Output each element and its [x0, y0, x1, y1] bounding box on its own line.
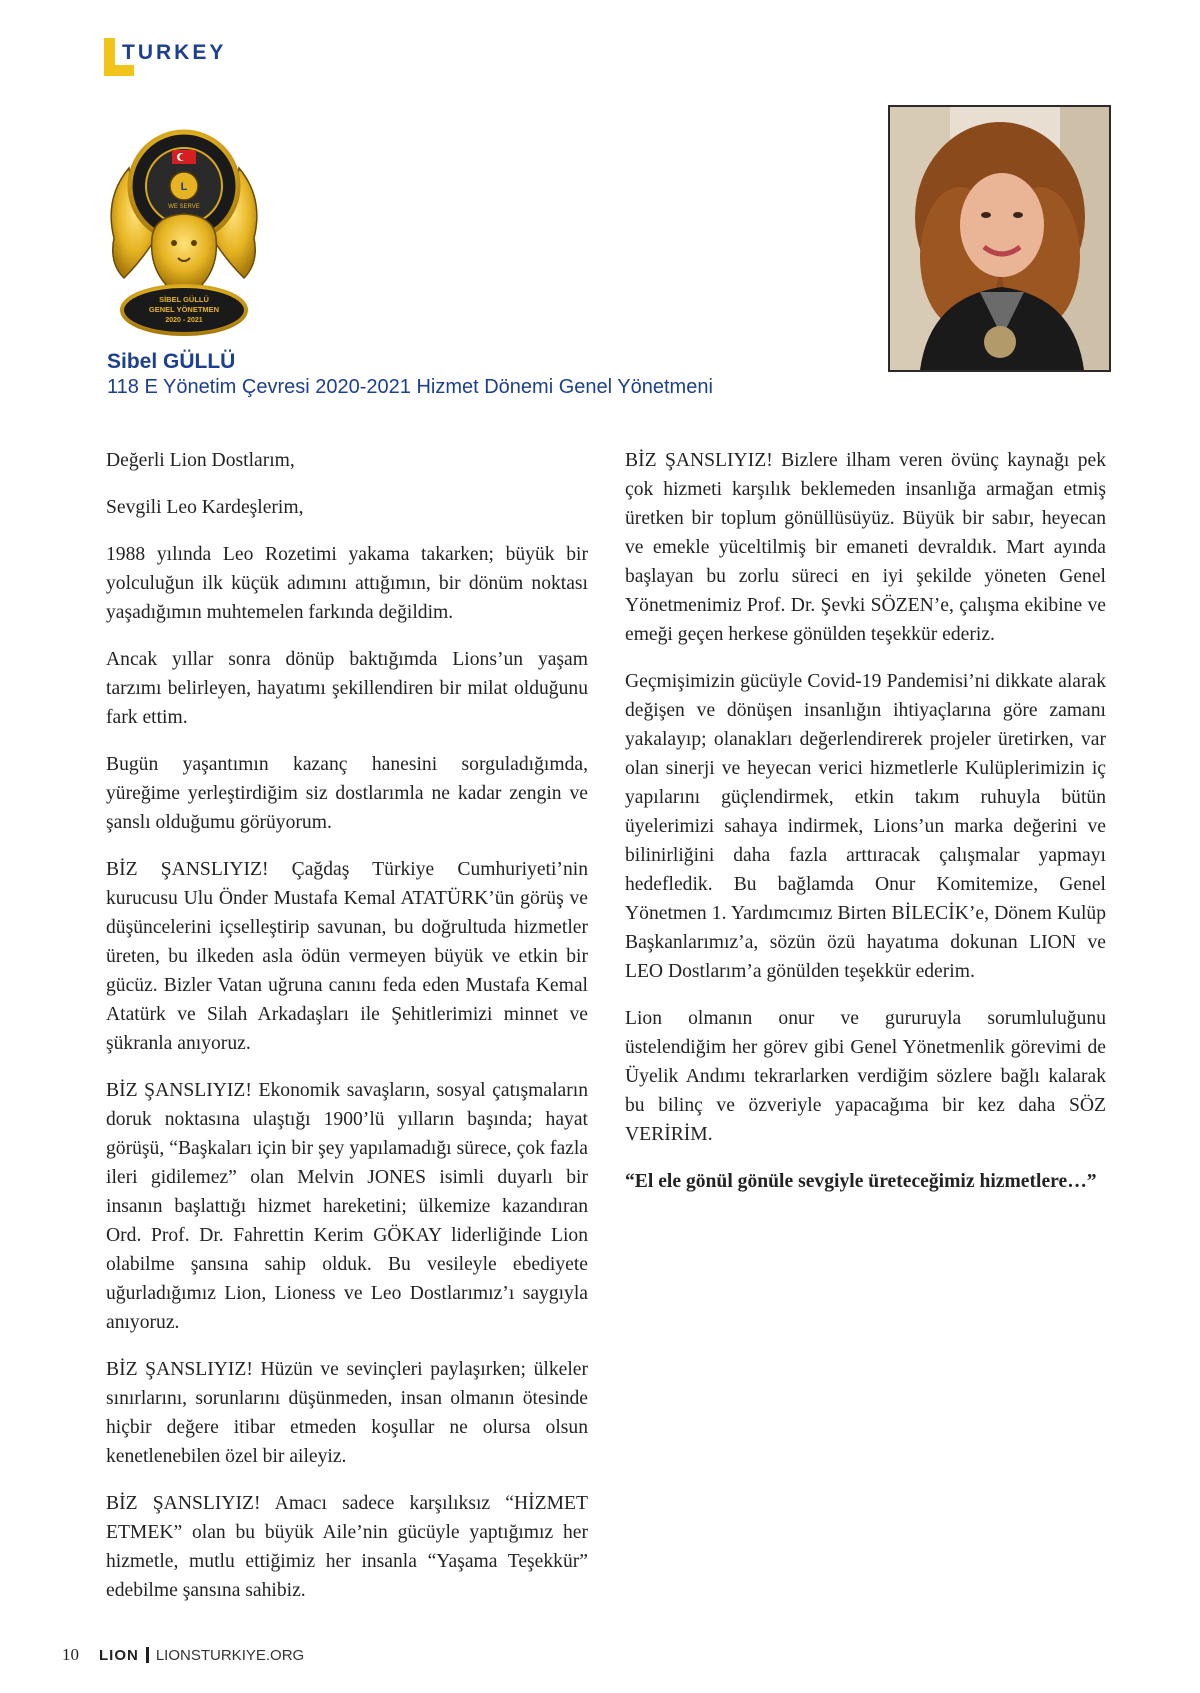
- author-portrait-photo: [888, 105, 1111, 372]
- closing-quote: “El ele gönül gönüle sevgiyle üreteceğimiz hizmetlere…”: [625, 1171, 1097, 1192]
- paragraph: 1988 yılında Leo Rozetimi yakama takarken; büyük bir yolculuğun ilk küçük adımını attığımın, bir dönüm noktası yaşadığımın muhtemelen farkında değildim.: [106, 544, 588, 623]
- author-name: Sibel GÜLLÜ: [107, 350, 236, 373]
- paragraph: Lion olmanın onur ve gururuyla sorumluluğunu üstelendiğim her görev gibi Genel Yönetmenlik görevimi de Üyelik Andımı tekrarlarken verdiğim sözlere bağlı kalarak bu bilinç ve özveriyle yapacağıma bir kez daha SÖZ VERİRİM.: [625, 1008, 1106, 1145]
- paragraph: BİZ ŞANSLIYIZ! Ekonomik savaşların, sosyal çatışmaların doruk noktasına ulaştığı 1900’lü yılların başında; hayat görüşü, “Başkaları için bir şey yapılamadığı sürece, çok fazla ileri gidilemez” olan Melvin JONES isimli duyarlı bir insanın başlattığı hizmet hareketini; ülkemize kazandıran Ord. Prof. Dr. Fahrettin Kerim GÖKAY liderliğinde Lion olabilme şansına sahip olduk. Bu vesileyle ebediyete uğurladığımız Lion, Lioness ve Leo Dostlarımız’ı saygıyla anıyoruz.: [106, 1080, 588, 1333]
- paragraph: BİZ ŞANSLIYIZ! Bizlere ilham veren övünç kaynağı pek çok hizmeti karşılık beklemeden insanlığa armağan etmiş üretken bir toplum gönüllüsüyüz. Büyük bir sabır, heyecan ve emekle yüceltilmiş bir emaneti devraldık. Mart ayında başlayan bu zorlu süreci en iyi şekilde yöneten Genel Yönetmenimiz Prof. Dr. Şevki SÖZEN’e, çalışma ekibine ve emeği geçen herkese gönülden teşekkür ederiz.: [625, 450, 1106, 645]
- svg-text:L: L: [180, 181, 188, 193]
- paragraph: Değerli Lion Dostlarım,: [106, 450, 295, 471]
- emblem-plate-line2: GENEL YÖNETMEN: [148, 305, 220, 314]
- article-column-left: [106, 446, 588, 1623]
- footer-separator: [146, 1647, 149, 1663]
- header-label: TURKEY: [122, 41, 227, 64]
- section-header: [104, 38, 264, 78]
- page-footer: [62, 1645, 304, 1665]
- emblem-motto: WE SERVE: [168, 204, 200, 210]
- magazine-name: LION: [99, 1646, 139, 1664]
- paragraph: BİZ ŞANSLIYIZ! Amacı sadece karşılıksız “HİZMET ETMEK” olan bu büyük Aile’nin gücüyle yaptığımız her hizmetle, mutlu ettiğimiz her insanla “Yaşama Teşekkür” edebilme şansına sahibiz.: [106, 1493, 588, 1601]
- lion-emblem-icon: [104, 128, 264, 338]
- page-number: 10: [62, 1645, 79, 1664]
- emblem-plate-line1: SİBEL GÜLLÜ: [159, 295, 209, 304]
- paragraph: Bugün yaşantımın kazanç hanesini sorguladığımda, yüreğime yerleştirdiğim siz dostlarımla ne kadar zengin ve şanslı olduğumu görüyorum.: [106, 754, 588, 833]
- paragraph: Ancak yıllar sonra dönüp baktığımda Lions’un yaşam tarzımı belirleyen, hayatımı şekillendiren bir milat olduğunu fark ettim.: [106, 649, 588, 728]
- paragraph: Sevgili Leo Kardeşlerim,: [106, 497, 304, 518]
- article-column-right: [625, 446, 1106, 1214]
- header-l-mark-horizontal: [104, 65, 134, 76]
- author-title: 118 E Yönetim Çevresi 2020-2021 Hizmet Dönemi Genel Yönetmeni: [107, 376, 713, 398]
- emblem-plate-line3: 2020 - 2021: [165, 317, 203, 324]
- website-link[interactable]: LIONSTURKIYE.ORG: [155, 1646, 305, 1664]
- paragraph: BİZ ŞANSLIYIZ! Çağdaş Türkiye Cumhuriyeti’nin kurucusu Ulu Önder Mustafa Kemal ATATÜRK’ün görüş ve düşüncelerini içselleştirip savunan, bu doğrultuda hizmetler üreten, bu ilkeden asla ödün vermeyen büyük ve etkin bir gücüz. Bizler Vatan uğruna canını feda eden Mustafa Kemal Atatürk ve Silah Arkadaşları ile Şehitlerimizi minnet ve şükranla anıyoruz.: [106, 859, 588, 1054]
- paragraph: Geçmişimizin gücüyle Covid-19 Pandemisi’ni dikkate alarak değişen ve dönüşen insanlığın ihtiyaçlarına göre zamanı yakalayıp; olanakları değerlendirerek projeler üretirken, var olan sinerji ve heyecan verici hizmetlerle Kulüplerimizin iç yapılarını güçlendirmek, etkin takım ruhuyla bütün üyelerimizi sahaya indirmek, Lions’un marka değerini ve bilinirliğini daha fazla arttıracak çalışmalar yapmayı hedefledik. Bu bağlamda Onur Komitemize, Genel Yönetmen 1. Yardımcımız Birten BİLECİK’e, Dönem Kulüp Başkanlarımız’a, sözün özü hayatıma dokunan LION ve LEO Dostlarım’a gönülden teşekkür ederim.: [625, 671, 1106, 982]
- paragraph: BİZ ŞANSLIYIZ! Hüzün ve sevinçleri paylaşırken; ülkeler sınırlarını, sorunlarını düşünmeden, insan olmanın ötesinde hiçbir değere itibar etmeden koşullar ne olursa olsun kenetlenebilen özel bir aileyiz.: [106, 1359, 588, 1467]
